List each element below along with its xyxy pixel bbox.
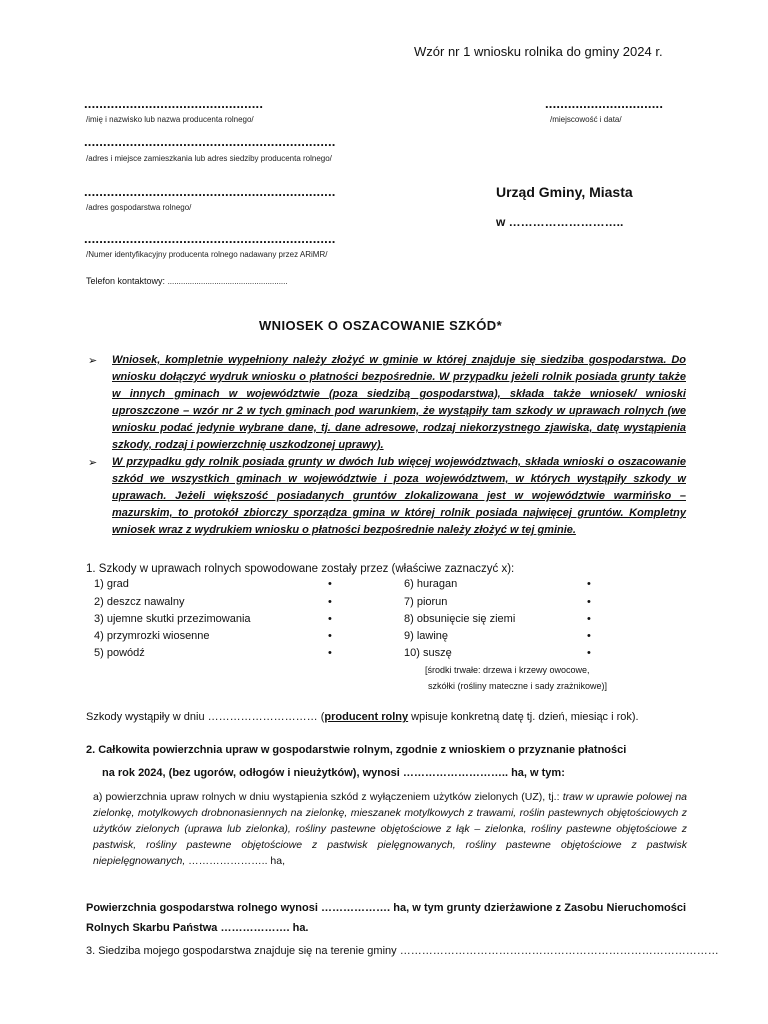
arrow-icon: ➢ <box>88 457 98 469</box>
checkbox-marker[interactable]: • <box>587 578 591 590</box>
checkbox-marker[interactable]: • <box>587 596 591 608</box>
phone-row <box>86 276 288 286</box>
phone-field[interactable]: ...................................................... <box>167 277 288 286</box>
damage-date-prefix: Szkody wystąpiły w dniu ………………………… ( <box>86 711 325 723</box>
section1-heading: 1. Szkody w uprawach rolnych spowodowane zostały przez (właściwe zaznaczyć x): <box>86 563 515 575</box>
damage-option-2: 2) deszcz nawalny <box>94 596 185 608</box>
note-1: Wniosek, kompletnie wypełniony należy złożyć w gminie w której znajduje się siedziba gospodarstwa. Do wniosku dołączyć wydruk wniosku o płatności bezpośrednie. W przypadku jeżeli rolnik posiada grunty także w innych gminach w województwie (poza siedzibą gospodarstwa), składa także wniosek/ wnioski uproszczone – wzór nr 2 w tych gminach pod warunkiem, że wystąpiły tam szkody w uprawach rolnych (we wniosku podać jedynie wybrane dane, tj. dane adresowe, rodzaj niekorzystnego zjawiska, datę wystąpienia szkody, rodzaj i powierzchnię uszkodzonej uprawy). <box>112 354 686 451</box>
damage-option-7: 7) piorun <box>404 596 448 608</box>
section2-a-paragraph <box>93 789 687 869</box>
damage-date-suffix: wpisuje konkretną datę tj. dzień, miesiąc i rok). <box>408 711 639 723</box>
damage-option-10: 10) suszę <box>404 647 452 659</box>
address-label: /adres i miejsce zamieszkania lub adres siedziby producenta rolnego/ <box>86 154 332 163</box>
office-location-field[interactable]: w ……………………….. <box>496 215 624 229</box>
section2-line2: na rok 2024, (bez ugorów, odłogów i nieużytków), wynosi ……………………….. ha, w tym: <box>102 767 565 779</box>
checkbox-marker[interactable]: • <box>587 613 591 625</box>
name-label: /imię i nazwisko lub nazwa producenta rolnego/ <box>86 115 254 124</box>
form-title: Wzór nr 1 wniosku rolnika do gminy 2024 r. <box>414 44 663 59</box>
damage-option-4: 4) przymrozki wiosenne <box>94 630 210 642</box>
checkbox-marker[interactable]: • <box>328 613 332 625</box>
drought-note-1: [środki trwałe: drzewa i krzewy owocowe, <box>425 665 590 675</box>
producer-emphasis: producent rolny <box>324 711 409 723</box>
damage-option-5: 5) powódź <box>94 647 145 659</box>
section3-line: 3. Siedziba mojego gospodarstwa znajduje się na terenie gminy …………………………………………………………………………… <box>86 945 719 957</box>
checkbox-marker[interactable]: • <box>328 578 332 590</box>
note-2: W przypadku gdy rolnik posiada grunty w dwóch lub więcej województwach, składa wnioski o oszacowanie szkód we wszystkich gminach w województwie i poza województwem, w których wystąpiły szkody w uprawach. Jeżeli większość posiadanych gruntów zlokalizowana jest w województwie warmińsko – mazurskim, to protokół zbiorczy sporządza gmina w której rolnik posiada najwięcej gruntów. Kompletny wniosek wraz z wydrukiem wniosku o płatności bezpośrednie należy złożyć w tej gminie. <box>112 456 686 536</box>
farm-address-label: /adres gospodarstwa rolnego/ <box>86 203 192 212</box>
section2-a-crops: traw w uprawie polowej na zielonkę, motylkowych drobnonasiennych na zielonkę, mieszanek motylkowych z trawami, roślin pastewnych objętościowych z użytków zielonych (uprawa lub zielonka), rośliny pastewne objętościowe z łąk – zielonka, rośliny pastewne objętościowe z pastwisk, rośliny pastewne objętościowe z pastwisk pielęgnowanych, rośliny pastewne objętościowe z pastwisk niepielęgnowanych, <box>93 791 687 867</box>
document-title: WNIOSEK O OSZACOWANIE SZKÓD* <box>259 318 503 333</box>
damage-option-3: 3) ujemne skutki przezimowania <box>94 613 251 625</box>
damage-option-1: 1) grad <box>94 578 129 590</box>
arrow-icon: ➢ <box>88 355 98 367</box>
checkbox-marker[interactable]: • <box>328 647 332 659</box>
farm-area-paragraph: Powierzchnia gospodarstwa rolnego wynosi ………………. ha, w tym grunty dzierżawione z Zasobu Nieruchomości Rolnych Skarbu Państwa ………………. ha. <box>86 902 686 934</box>
damage-date-line <box>86 711 639 723</box>
address-field[interactable]: .................................................................. <box>84 134 336 149</box>
office-name: Urząd Gminy, Miasta <box>496 184 633 200</box>
checkbox-marker[interactable]: • <box>328 596 332 608</box>
drought-note-2: szkółki (rośliny mateczne i sady zrażnikowe)] <box>428 681 608 691</box>
checkbox-marker[interactable]: • <box>328 630 332 642</box>
producer-id-field[interactable]: .................................................................. <box>84 231 336 246</box>
damage-option-6: 6) huragan <box>404 578 458 590</box>
farm-address-field[interactable]: .................................................................. <box>84 184 336 199</box>
checkbox-marker[interactable]: • <box>587 647 591 659</box>
checkbox-marker[interactable]: • <box>587 630 591 642</box>
damage-option-8: 8) obsunięcie się ziemi <box>404 613 516 625</box>
section2-line1: 2. Całkowita powierzchnia upraw w gospodarstwie rolnym, zgodnie z wnioskiem o przyznanie płatności <box>86 744 627 756</box>
producer-id-label: /Numer identyfikacyjny producenta rolnego nadawany przez ARiMR/ <box>86 250 328 259</box>
damage-option-9: 9) lawinę <box>404 630 449 642</box>
phone-label: Telefon kontaktowy: <box>86 276 166 286</box>
section2-a-prefix: a) powierzchnia upraw rolnych w dniu wystąpienia szkód z wyłączeniem użytków zielonych (UZ), tj.: <box>93 791 563 803</box>
place-date-label: /miejscowość i data/ <box>550 115 622 124</box>
place-date-field[interactable]: ............................... <box>545 96 664 111</box>
section2-a-suffix: ………………….. ha, <box>185 855 285 867</box>
name-field[interactable]: ............................................... <box>84 96 264 111</box>
